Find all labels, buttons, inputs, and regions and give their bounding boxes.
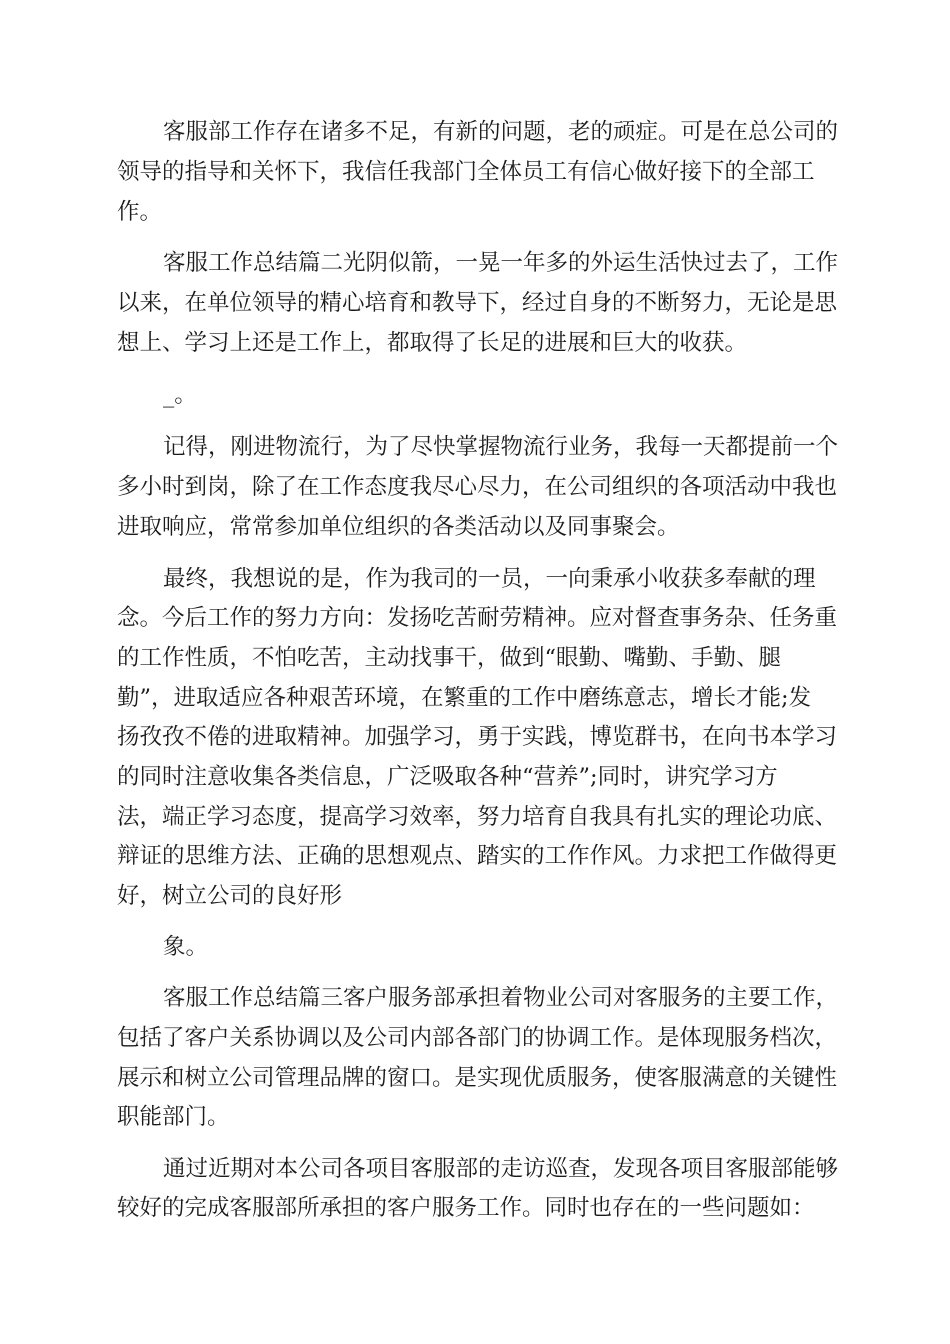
paragraph-line: 展示和树立公司管理品牌的窗口。是实现优质服务，使客服满意的关键性 bbox=[117, 1065, 838, 1091]
paragraph-line: 念。今后工作的努力方向：发扬吃苦耐劳精神。应对督查事务杂、任务重 bbox=[117, 605, 838, 631]
paragraph-line: _。 bbox=[163, 382, 197, 408]
paragraph-line: 扬孜孜不倦的进取精神。加强学习，勇于实践，博览群书，在向书本学习 bbox=[117, 724, 838, 750]
paragraph-line: 作。 bbox=[117, 199, 163, 225]
paragraph-line: 客服工作总结篇三客户服务部承担着物业公司对客服务的主要工作， bbox=[163, 985, 839, 1011]
paragraph-line: 辩证的思维方法、正确的思想观点、踏实的工作作风。力求把工作做得更 bbox=[117, 843, 838, 869]
paragraph-line: 的同时注意收集各类信息，广泛吸取各种“营养”;同时，讲究学习方 bbox=[117, 764, 778, 790]
paragraph-line: 记得，刚进物流行，为了尽快掌握物流行业务，我每一天都提前一个 bbox=[163, 434, 839, 460]
paragraph-line: 多小时到岗，除了在工作态度我尽心尽力，在公司组织的各项活动中我也 bbox=[117, 474, 838, 500]
paragraph-line: 想上、学习上还是工作上，都取得了长足的进展和巨大的收获。 bbox=[117, 330, 748, 356]
paragraph-line: 进取响应，常常参加单位组织的各类活动以及同事聚会。 bbox=[117, 514, 680, 540]
paragraph-line: 包括了客户关系协调以及公司内部各部门的协调工作。是体现服务档次， bbox=[117, 1025, 838, 1051]
paragraph-line: 以来，在单位领导的精心培育和教导下，经过自身的不断努力，无论是思 bbox=[117, 290, 838, 316]
paragraph-line: 象。 bbox=[163, 934, 209, 960]
paragraph-line: 法，端正学习态度，提高学习效率，努力培育自我具有扎实的理论功底、 bbox=[117, 804, 838, 830]
paragraph-line: 的工作性质，不怕吃苦，主动找事干，做到“眼勤、嘴勤、手勤、腿 bbox=[117, 645, 782, 671]
paragraph-line: 最终，我想说的是，作为我司的一员，一向秉承小收获多奉献的理 bbox=[163, 566, 816, 592]
paragraph-line: 通过近期对本公司各项目客服部的走访巡查，发现各项目客服部能够 bbox=[163, 1156, 839, 1182]
paragraph-line: 勤”，进取适应各种艰苦环境，在繁重的工作中磨练意志，增长才能;发 bbox=[117, 685, 812, 711]
paragraph-line: 较好的完成客服部所承担的客户服务工作。同时也存在的一些问题如： bbox=[117, 1195, 815, 1221]
paragraph-line: 职能部门。 bbox=[117, 1104, 230, 1130]
paragraph-line: 好，树立公司的良好形 bbox=[117, 883, 343, 909]
paragraph-line: 客服工作总结篇二光阴似箭，一晃一年多的外运生活快过去了，工作 bbox=[163, 250, 839, 276]
paragraph-line: 领导的指导和关怀下，我信任我部门全体员工有信心做好接下的全部工 bbox=[117, 159, 815, 185]
paragraph-line: 客服部工作存在诸多不足，有新的问题，老的顽症。可是在总公司的 bbox=[163, 119, 839, 145]
